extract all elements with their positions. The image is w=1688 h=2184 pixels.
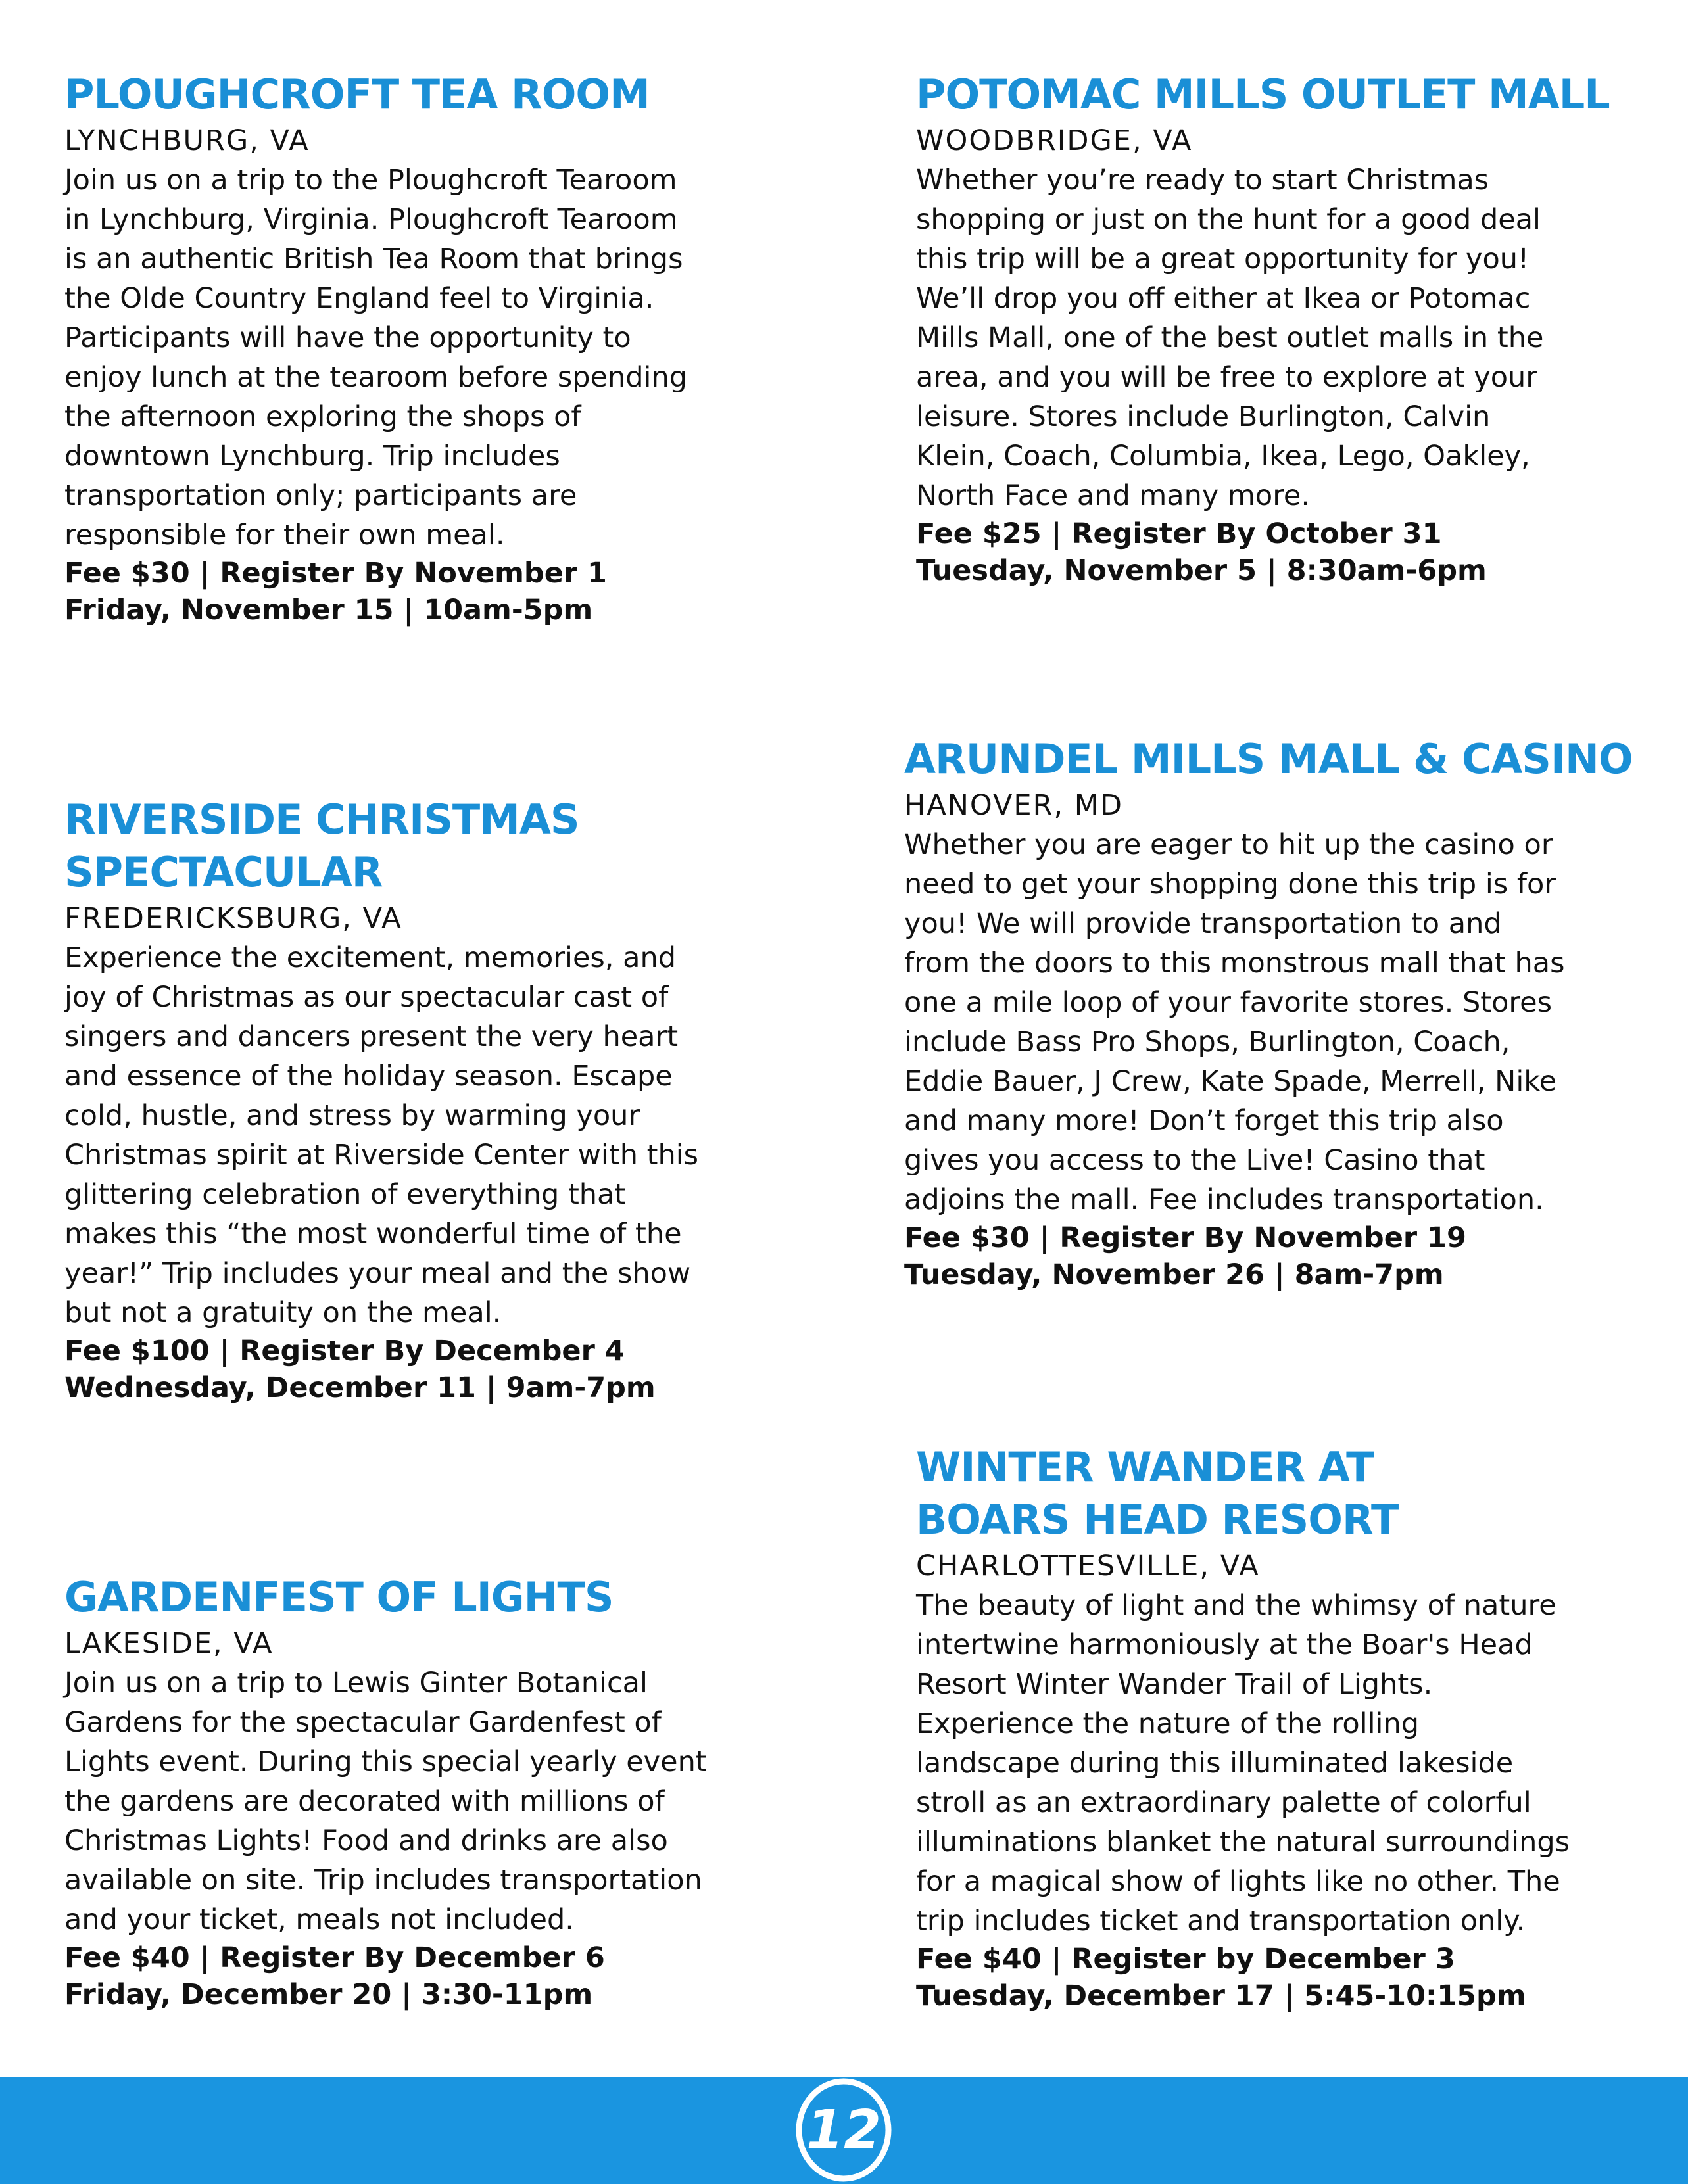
trip-fee: Fee $40 | Register by December 3 [916, 1943, 1455, 1976]
trip-location: LAKESIDE, VA [64, 1627, 274, 1660]
trip-fee: Fee $40 | Register By December 6 [64, 1941, 605, 1974]
trip-description: The beauty of light and the whimsy of nature intertwine harmoniously at the Boar's Head Resort Winter Wander Trail of Lights. Experience the nature of the rolling landscape during this illuminated lakeside stroll as an extraordinary palette of colorful illuminations blanket the natural surroundings for a magical show of lights like no other. The trip includes ticket and transportation only. [916, 1589, 1570, 1937]
trip-fee: Fee $30 | Register By November 1 [64, 557, 607, 590]
trip-title: RIVERSIDE CHRISTMAS SPECTACULAR [64, 795, 579, 896]
trip-fee: Fee $30 | Register By November 19 [904, 1222, 1466, 1254]
trip-location: WOODBRIDGE, VA [916, 124, 1193, 157]
trip-title: GARDENFEST OF LIGHTS [64, 1573, 614, 1621]
page-number: 12 [806, 2099, 882, 2162]
trip-fee: Fee $25 | Register By October 31 [916, 517, 1442, 550]
trip-description: Whether you are eager to hit up the casino or need to get your shopping done this trip is for you! We will provide transportation to and from the doors to this monstrous mall that has one a mile loop of your favorite stores. Stores include Bass Pro Shops, Burlington, Coach, Eddie Bauer, J Crew, Kate Spade, Merrell, Nike and many more! Don’t forget this trip also gives you access to the Live! Casino that adjoins the mall. Fee includes transportation. [904, 828, 1565, 1216]
trip-ploughcroft [64, 68, 687, 629]
trip-gardenfest [64, 1571, 707, 2013]
trip-location: LYNCHBURG, VA [64, 124, 310, 157]
trip-description: Join us on a trip to the Ploughcroft Tearoom in Lynchburg, Virginia. Ploughcroft Tearoom is an authentic British Tea Room that brings the Olde Country England feel to Virginia. Participants will have the opportunity to enjoy lunch at the tearoom before spending the afternoon exploring the shops of downtown Lynchburg. Trip includes transportation only; participants are responsible for their own meal. [64, 164, 688, 552]
trip-date: Tuesday, November 5 | 8:30am-6pm [916, 554, 1487, 587]
trip-fee: Fee $100 | Register By December 4 [64, 1335, 625, 1367]
trip-date: Friday, December 20 | 3:30-11pm [64, 1978, 593, 2011]
trip-riverside-christmas [64, 794, 698, 1406]
trip-arundel-mills [904, 733, 1633, 1293]
trip-title: PLOUGHCROFT TEA ROOM [64, 70, 650, 118]
trip-title: WINTER WANDER AT BOARS HEAD RESORT [916, 1443, 1399, 1544]
trip-location: HANOVER, MD [904, 789, 1124, 822]
trip-location: CHARLOTTESVILLE, VA [916, 1550, 1260, 1582]
trip-date: Tuesday, November 26 | 8am-7pm [904, 1258, 1444, 1291]
trip-title: ARUNDEL MILLS MALL & CASINO [904, 735, 1633, 783]
trip-description: Whether you’re ready to start Christmas shopping or just on the hunt for a good deal this trip will be a great opportunity for you! We’ll drop you off either at Ikea or Potomac Mills Mall, one of the best outlet malls in the area, and you will be free to explore at your leisure. Stores include Burlington, Calvin Klein, Coach, Columbia, Ikea, Lego, Oakley, North Face and many more. [916, 164, 1544, 512]
trip-date: Wednesday, December 11 | 9am-7pm [64, 1371, 656, 1404]
trip-description: Join us on a trip to Lewis Ginter Botanical Gardens for the spectacular Gardenfest of Lights event. During this special yearly event the gardens are decorated with millions of Christmas Lights! Food and drinks are also available on site. Trip includes transportation and your ticket, meals not included. [64, 1667, 707, 1936]
page-number-badge [771, 2064, 916, 2184]
trip-winter-wander [916, 1441, 1570, 2014]
trip-date: Friday, November 15 | 10am-5pm [64, 594, 593, 627]
trip-title: POTOMAC MILLS OUTLET MALL [916, 70, 1610, 118]
trip-location: FREDERICKSBURG, VA [64, 902, 402, 935]
trip-date: Tuesday, December 17 | 5:45-10:15pm [916, 1980, 1526, 2012]
trip-description: Experience the excitement, memories, and joy of Christmas as our spectacular cast of singers and dancers present the very heart and essence of the holiday season. Escape cold, hustle, and stress by warming your Christmas spirit at Riverside Center with this glittering celebration of everything that makes this “the most wonderful time of the year!” Trip includes your meal and the show but not a gratuity on the meal. [64, 941, 699, 1329]
trip-potomac-mills [916, 68, 1610, 589]
